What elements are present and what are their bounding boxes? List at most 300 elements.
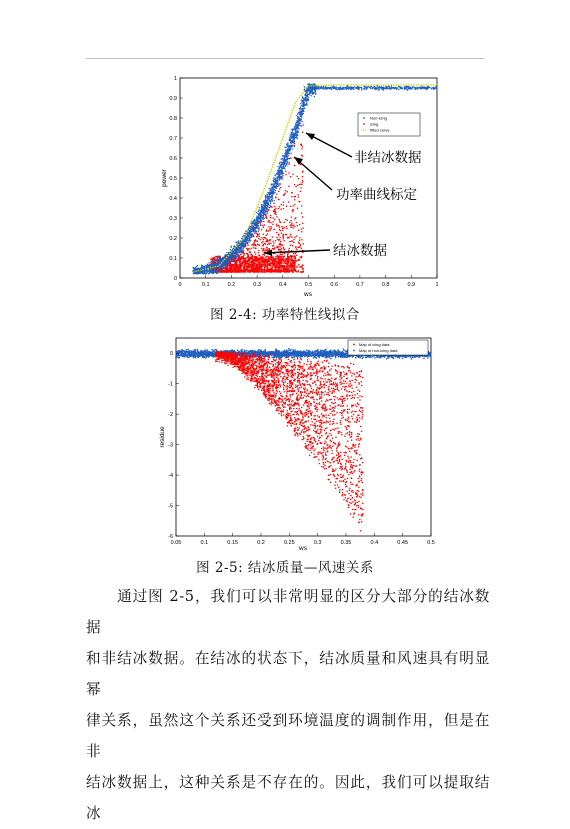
data-point <box>292 145 293 146</box>
data-point <box>280 250 282 252</box>
data-point <box>268 269 270 271</box>
data-point <box>264 203 265 204</box>
data-point <box>261 242 263 244</box>
data-point <box>287 162 288 163</box>
data-point <box>273 193 274 194</box>
data-point <box>281 248 283 250</box>
data-point <box>194 269 195 270</box>
data-point <box>232 259 233 260</box>
y-tick-label: 0 <box>174 276 177 282</box>
data-point <box>291 260 293 262</box>
data-point <box>292 131 293 132</box>
data-point <box>244 263 246 265</box>
data-point <box>269 263 271 265</box>
data-point <box>386 358 388 360</box>
data-point <box>244 271 246 273</box>
data-point <box>298 112 299 113</box>
data-point <box>288 201 290 203</box>
data-point <box>230 271 232 273</box>
data-point <box>223 271 225 273</box>
data-point <box>371 86 372 87</box>
data-point <box>285 263 287 265</box>
data-point <box>434 88 435 89</box>
data-point <box>293 129 294 130</box>
data-point <box>288 250 290 252</box>
data-point <box>267 239 269 241</box>
data-point <box>283 247 285 249</box>
data-point <box>215 270 216 271</box>
data-point <box>252 235 253 236</box>
data-point <box>279 261 281 263</box>
data-point <box>293 135 294 136</box>
data-point <box>275 180 276 181</box>
data-point <box>276 188 277 189</box>
data-point <box>388 88 389 89</box>
data-point <box>241 247 242 248</box>
data-point <box>265 237 267 239</box>
data-point <box>251 235 252 236</box>
data-point <box>210 264 211 265</box>
data-point <box>294 144 296 146</box>
data-point <box>387 86 388 87</box>
data-point <box>302 155 304 157</box>
data-point <box>296 271 298 273</box>
data-point <box>285 155 286 156</box>
data-point <box>237 258 239 260</box>
data-point <box>274 247 276 249</box>
data-point <box>258 218 259 219</box>
data-point <box>274 183 275 184</box>
data-point <box>289 248 291 250</box>
data-point <box>280 162 281 163</box>
data-point <box>254 265 256 267</box>
data-point <box>236 271 238 273</box>
data-point <box>255 222 256 223</box>
data-point <box>410 87 411 88</box>
data-point <box>272 248 274 250</box>
x-tick-label: 0.3 <box>253 282 261 288</box>
data-point <box>257 264 259 266</box>
data-point <box>302 181 304 183</box>
data-point <box>291 240 293 242</box>
data-point <box>254 225 255 226</box>
data-point <box>214 272 215 273</box>
data-point <box>303 111 304 112</box>
data-point <box>257 220 258 221</box>
data-point <box>263 248 265 250</box>
data-point <box>256 265 258 267</box>
data-point <box>275 190 276 191</box>
data-point <box>279 249 281 251</box>
data-point <box>278 191 280 193</box>
data-point <box>277 270 279 272</box>
data-point <box>297 138 298 139</box>
data-point <box>232 253 233 254</box>
data-point <box>293 253 295 255</box>
data-point <box>271 260 273 262</box>
data-point <box>245 238 246 239</box>
data-point <box>291 216 293 218</box>
data-point <box>315 93 316 94</box>
data-point <box>285 170 287 172</box>
data-point <box>429 87 430 88</box>
data-point <box>264 254 266 256</box>
data-point <box>223 266 224 267</box>
data-point <box>273 228 275 230</box>
data-point <box>234 255 235 256</box>
data-point <box>286 268 288 270</box>
x-tick-label: 0.1 <box>202 282 210 288</box>
data-point <box>268 257 270 259</box>
data-point <box>236 256 237 257</box>
data-point <box>209 264 210 265</box>
data-point <box>259 255 261 256</box>
data-point <box>219 258 220 259</box>
data-point <box>278 166 279 167</box>
data-point <box>273 190 274 191</box>
data-point <box>300 191 302 193</box>
data-point <box>279 239 281 241</box>
data-point <box>237 260 239 262</box>
data-point <box>254 241 256 243</box>
data-point <box>354 86 355 87</box>
data-point <box>274 179 275 180</box>
data-point <box>284 168 285 169</box>
data-point <box>264 200 265 201</box>
data-point <box>301 100 302 101</box>
data-point <box>253 226 254 227</box>
data-point <box>260 214 261 215</box>
data-point <box>314 96 315 97</box>
data-point <box>273 262 275 264</box>
data-point <box>236 250 237 251</box>
data-point <box>288 270 290 272</box>
data-point <box>273 271 275 273</box>
data-point <box>212 262 213 263</box>
data-point <box>248 271 250 273</box>
data-point <box>247 242 248 243</box>
data-point <box>240 266 242 268</box>
data-point <box>398 89 399 90</box>
data-point <box>284 269 286 271</box>
data-point <box>290 255 292 257</box>
data-point <box>243 254 245 256</box>
data-point <box>262 271 264 273</box>
data-point <box>201 271 202 272</box>
data-point <box>215 261 216 262</box>
data-point <box>306 95 307 96</box>
data-point <box>251 231 252 232</box>
data-point <box>286 164 287 165</box>
data-point <box>286 260 288 262</box>
data-point <box>203 267 204 268</box>
data-point <box>290 259 292 261</box>
data-point <box>297 247 299 249</box>
data-point <box>279 229 281 231</box>
data-point <box>301 108 302 109</box>
data-point <box>301 121 303 123</box>
data-point <box>285 190 287 192</box>
data-point <box>258 214 259 215</box>
data-point <box>225 270 227 272</box>
data-point <box>309 88 310 89</box>
data-point <box>248 267 250 269</box>
data-point <box>296 222 298 224</box>
data-point <box>246 267 248 269</box>
data-point <box>303 105 304 106</box>
data-point <box>294 236 296 238</box>
data-point <box>417 87 418 88</box>
data-point <box>383 87 384 88</box>
data-point <box>285 161 286 162</box>
data-point <box>280 230 282 232</box>
fig1-plot-area <box>180 78 437 278</box>
data-point <box>205 265 206 266</box>
data-point <box>302 131 304 133</box>
data-point <box>299 239 301 241</box>
data-point <box>269 197 270 198</box>
data-point <box>389 86 390 87</box>
data-point <box>283 162 284 163</box>
data-point <box>267 233 269 235</box>
data-point <box>299 109 300 110</box>
data-point <box>278 184 279 185</box>
data-point <box>234 261 235 262</box>
data-point <box>273 242 275 244</box>
data-point <box>287 151 288 152</box>
data-point <box>313 93 314 94</box>
data-point <box>266 241 268 243</box>
data-point <box>273 177 274 178</box>
data-point <box>411 88 412 89</box>
data-point <box>242 258 244 260</box>
data-point <box>269 192 270 193</box>
data-point <box>300 271 302 273</box>
y-tick-label: 0.7 <box>169 136 177 142</box>
data-point <box>247 244 249 246</box>
fig1-legend-fitted: fitted curve <box>370 128 390 133</box>
data-point <box>251 227 252 228</box>
data-point <box>317 87 318 88</box>
data-point <box>299 237 301 239</box>
data-point <box>255 267 257 269</box>
data-point <box>295 253 297 255</box>
data-point <box>282 260 284 262</box>
x-tick-label: 0.4 <box>279 282 287 288</box>
data-point <box>230 262 231 263</box>
data-point <box>290 176 292 178</box>
data-point <box>272 236 274 238</box>
data-point <box>198 273 199 274</box>
data-point <box>270 265 272 267</box>
data-point <box>215 258 217 260</box>
data-point <box>253 220 254 221</box>
data-point <box>262 245 264 247</box>
data-point <box>246 264 248 266</box>
data-point <box>233 267 235 269</box>
data-point <box>289 225 291 227</box>
data-point <box>279 243 281 245</box>
data-point <box>285 234 287 236</box>
data-point <box>276 216 278 218</box>
data-point <box>211 272 212 273</box>
data-point <box>258 233 260 235</box>
data-point <box>296 176 298 178</box>
data-point <box>297 117 298 118</box>
data-point <box>235 266 237 268</box>
data-point <box>314 87 315 88</box>
data-point <box>267 212 268 213</box>
data-point <box>294 146 295 147</box>
data-point <box>308 97 309 98</box>
data-point <box>272 217 274 219</box>
y-tick-label: 0.8 <box>169 116 177 122</box>
data-point <box>311 89 312 90</box>
data-point <box>217 264 218 265</box>
data-point <box>374 86 375 87</box>
data-point <box>258 227 259 228</box>
data-point <box>280 173 281 174</box>
data-point <box>279 262 281 264</box>
data-point <box>258 260 260 262</box>
data-point <box>212 273 213 274</box>
data-point <box>275 240 277 242</box>
data-point <box>426 87 427 88</box>
data-point <box>301 114 302 115</box>
data-point <box>407 86 408 87</box>
data-point <box>251 261 253 263</box>
data-point <box>280 241 282 243</box>
data-point <box>252 262 254 264</box>
data-point <box>268 209 270 211</box>
data-point <box>278 219 280 221</box>
data-point <box>276 246 278 248</box>
data-point <box>267 211 268 212</box>
data-point <box>208 273 209 274</box>
data-point <box>213 264 214 265</box>
y-tick-label: 0.6 <box>169 156 177 162</box>
data-point <box>301 256 303 258</box>
data-point <box>283 173 284 174</box>
data-point <box>272 267 274 269</box>
data-point <box>263 244 265 246</box>
data-point <box>250 233 251 234</box>
data-point <box>293 139 294 140</box>
data-point <box>303 102 304 103</box>
data-point <box>243 266 245 268</box>
data-point <box>283 155 284 156</box>
data-point <box>238 245 239 246</box>
data-point <box>407 89 408 90</box>
data-point <box>291 261 293 263</box>
data-point <box>265 194 266 195</box>
data-point <box>293 209 295 211</box>
data-point <box>263 237 265 239</box>
data-point <box>285 270 287 272</box>
data-point <box>313 84 314 85</box>
data-point <box>269 207 270 208</box>
data-point <box>297 271 299 273</box>
data-point <box>368 86 369 87</box>
data-point <box>302 180 304 182</box>
data-point <box>361 89 362 90</box>
data-point <box>240 246 241 247</box>
data-point <box>302 146 304 148</box>
data-point <box>268 248 270 250</box>
data-point <box>267 268 269 270</box>
data-point <box>256 236 258 238</box>
data-point <box>252 257 254 259</box>
data-point <box>304 86 305 87</box>
data-point <box>270 226 272 228</box>
data-point <box>193 270 194 271</box>
data-point <box>271 262 273 264</box>
data-point <box>245 262 247 264</box>
data-point <box>277 259 279 261</box>
data-point <box>302 243 304 245</box>
data-point <box>293 142 294 143</box>
data-point <box>264 262 266 264</box>
data-point <box>243 261 245 263</box>
data-point <box>279 226 281 228</box>
data-point <box>235 254 236 255</box>
data-point <box>240 240 241 241</box>
data-point <box>372 87 373 88</box>
data-point <box>280 244 282 246</box>
data-point <box>295 269 297 271</box>
data-point <box>234 253 235 254</box>
data-point <box>211 258 213 260</box>
y-tick-label: 0.4 <box>169 196 177 202</box>
data-point <box>261 206 262 207</box>
data-point <box>276 178 277 179</box>
data-point <box>240 264 242 266</box>
data-point <box>280 264 282 266</box>
data-point <box>334 88 335 89</box>
data-point <box>262 241 264 243</box>
data-point <box>372 356 374 358</box>
data-point <box>225 264 226 265</box>
data-point <box>258 250 260 252</box>
data-point <box>300 103 301 104</box>
data-point <box>216 269 217 270</box>
data-point <box>298 124 299 125</box>
data-point <box>228 269 230 271</box>
data-point <box>415 88 416 89</box>
data-point <box>268 203 269 204</box>
data-point <box>329 88 330 89</box>
data-point <box>186 349 188 351</box>
data-point <box>283 236 285 238</box>
data-point <box>240 254 242 256</box>
data-point <box>277 176 278 177</box>
data-point <box>269 195 270 196</box>
data-point <box>217 258 218 259</box>
data-point <box>301 212 303 214</box>
data-point <box>302 96 303 97</box>
data-point <box>238 247 239 248</box>
data-point <box>286 228 288 230</box>
data-point <box>405 87 406 88</box>
data-point <box>275 208 277 210</box>
data-point <box>290 264 292 266</box>
data-point <box>256 226 257 227</box>
data-point <box>253 247 255 249</box>
data-point <box>293 238 295 240</box>
data-point <box>235 242 236 243</box>
data-point <box>271 269 273 271</box>
data-point <box>301 266 303 268</box>
